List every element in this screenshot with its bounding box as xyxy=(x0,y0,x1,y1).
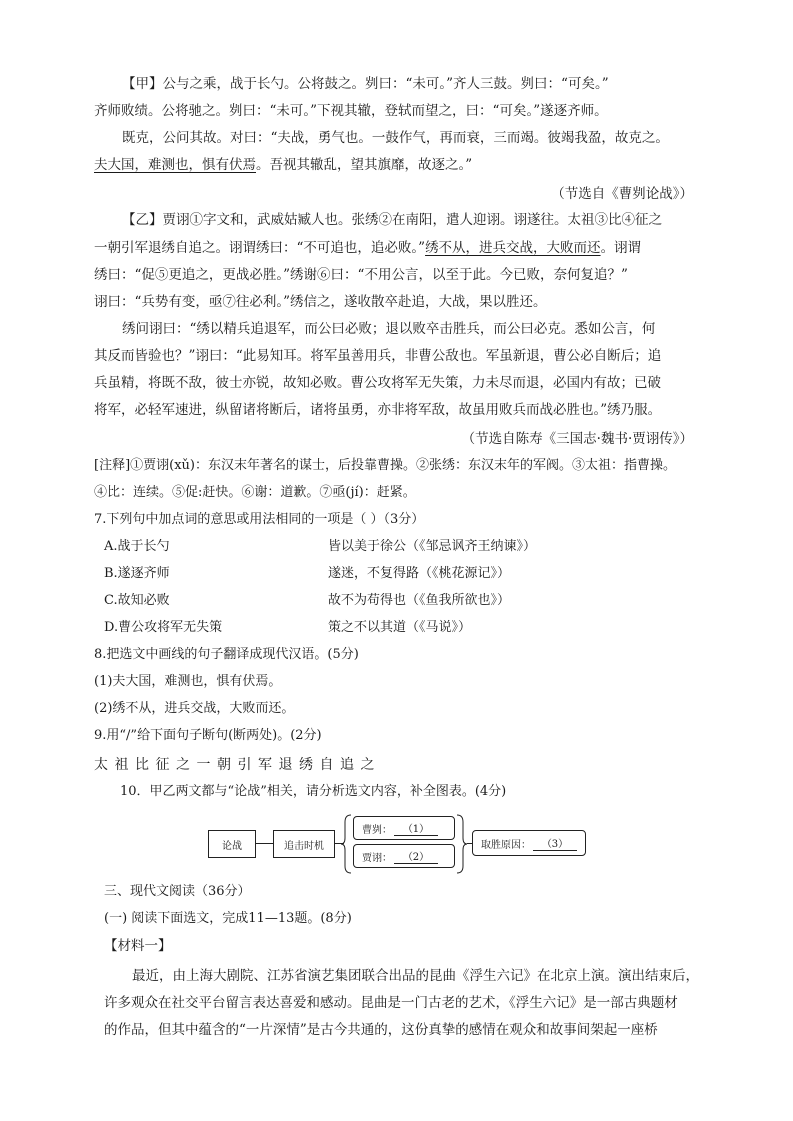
q8-sentence-1: (1)夫大国，难测也，惧有伏焉。 xyxy=(94,674,282,689)
section-3-subtitle: (一) 阅读下面选文，完成11—13题。(8分) xyxy=(104,911,352,926)
q9-sentence: 太祖比征之一朝引军退绣自追之 xyxy=(94,757,381,773)
q7-option-a-right: 皆以美于徐公（《邹忌讽齐王纳谏》） xyxy=(328,539,537,554)
q7-option-c-right: 故不为苟得也（《鱼我所欲也》） xyxy=(328,593,511,608)
diagram-result-box xyxy=(472,830,586,856)
jia-underlined-sentence: 夫大国，难测也，惧有伏焉 xyxy=(94,157,256,173)
q8-stem: 8.把选文中画线的句子翻译成现代汉语。(5分) xyxy=(94,647,359,662)
blank-1[interactable]: （1） xyxy=(394,820,438,836)
section-3-title: 三、现代文阅读（36分） xyxy=(104,884,251,899)
jia-line-4 xyxy=(94,155,472,175)
left-brace-icon xyxy=(340,814,352,874)
yi-underlined-sentence: 绣不从，进兵交战，大败而还 xyxy=(425,240,601,256)
jia-xu-label: 贾诩： xyxy=(362,852,392,864)
yi-line-5: 绣问诩曰：“绣以精兵追退军，而公曰必败；退以败卒击胜兵，而公曰必克。悉如公言，何 xyxy=(122,321,656,337)
diagram-cao-gui-box xyxy=(353,816,455,840)
q7-stem: 7.下列句中加点词的意思或用法相同的一项是（ ）（3分） xyxy=(94,512,425,527)
result-label: 取胜原因： xyxy=(481,839,531,851)
yi-line-3: 绣曰：“促⑤更追之，更战必胜。”绣谢⑥曰：“不用公言，以至于此。今已败，奈何复追？” xyxy=(94,267,628,283)
q7-option-c-left: C.故知必败 xyxy=(104,593,170,608)
jia-line-4-rest: 。吾视其辙乱，望其旗靡，故逐之。” xyxy=(256,157,473,173)
q10-stem: 10．甲乙两文都与“论战”相关，请分析选文内容，补全图表。(4分) xyxy=(120,784,507,799)
cao-gui-label: 曹刿： xyxy=(362,824,392,836)
yi-line-2-b: 。诩谓 xyxy=(600,240,642,256)
q7-option-d-right: 策之不以其道（《马说》） xyxy=(328,620,472,635)
diagram-jia-xu-box xyxy=(353,844,455,868)
jia-source: （节选自《曹刿论战》） xyxy=(551,186,693,202)
notes-line-2: ④比：连续。⑤促:赶快。⑥谢：道歉。⑦亟(jí)：赶紧。 xyxy=(94,485,416,500)
q8-sentence-2: (2)绣不从，进兵交战，大败而还。 xyxy=(94,701,295,716)
blank-2[interactable]: （2） xyxy=(394,848,438,864)
jia-line-3: 既克，公问其故。对曰：“夫战，勇气也。一鼓作气，再而衰，三而竭。彼竭我盈，故克之。 xyxy=(122,130,669,146)
yi-source: （节选自陈寿《三国志·魏书·贾诩传》） xyxy=(461,431,693,447)
q7-option-a-left: A.战于长勺 xyxy=(104,539,170,554)
yi-line-8: 将军，必轻军速进，纵留诸将断后，诸将虽勇，亦非将军敌，故虽用败兵而战必胜也。”绣乃服。 xyxy=(94,402,662,418)
yi-line-7: 兵虽精，将既不敌，彼士亦锐，故知必败。曹公攻将军无失策，力未尽而退，必国内有故；已破 xyxy=(94,375,661,391)
material-para-line-3: 的作品，但其中蕴含的“一片深情”是古今共通的，这份真挚的感情在观众和故事间架起一座桥 xyxy=(104,1022,658,1038)
q7-option-b-left: B.遂逐齐师 xyxy=(104,566,170,581)
notes-line-1: [注释]①贾诩(xǔ)：东汉末年著名的谋士，后投靠曹操。②张绣：东汉末年的军阀。③太祖：指曹操。 xyxy=(94,458,676,473)
q7-option-d-left: D.曹公攻将军无失策 xyxy=(104,620,223,635)
right-brace-icon xyxy=(456,814,468,874)
diagram-box-lunzhan: 论战 xyxy=(208,830,256,858)
q7-option-b-right: 遂迷，不复得路（《桃花源记》） xyxy=(328,566,511,581)
material-para-line-2: 许多观众在社交平台留言表达喜爱和感动。昆曲是一门古老的艺术，《浮生六记》是一部古典题材 xyxy=(104,995,678,1011)
material-one-heading: 【材料一】 xyxy=(104,938,172,954)
connector-line-1 xyxy=(255,843,273,844)
jia-line-2: 齐师败绩。公将驰之。刿曰：“未可。”下视其辙，登轼而望之，曰：“可矣。”遂逐齐师。 xyxy=(94,103,608,119)
jia-line-1: 【甲】公与之乘，战于长勺。公将鼓之。刿曰：“未可。”齐人三鼓。刿曰：“可矣。” xyxy=(122,76,609,92)
diagram-box-zhuiji-shiji: 追击时机 xyxy=(273,830,335,858)
yi-line-6: 其反而皆验也？”诩曰：“此易知耳。将军虽善用兵，非曹公敌也。军虽新退，曹公必自断后；追 xyxy=(94,348,662,364)
yi-line-2-a: 一朝引军退绣自追之。诩谓绣曰：“不可追也，追必败。” xyxy=(94,240,426,256)
material-para-line-1: 最近，由上海大剧院、江苏省演艺集团联合出品的昆曲《浮生六记》在北京上演。演出结束后， xyxy=(132,968,699,984)
yi-line-1: 【乙】贾诩①字文和，武威姑臧人也。张绣②在南阳，遣人迎诩。诩遂往。太祖③比④征之 xyxy=(122,212,662,228)
yi-line-2 xyxy=(94,238,641,258)
yi-line-4: 诩曰：“兵势有变，亟⑦往必利。”绣信之，遂收散卒赴追，大战，果以胜还。 xyxy=(94,294,547,310)
blank-3[interactable]: （3） xyxy=(533,835,577,851)
q9-stem: 9.用“/”给下面句子断句(断两处)。(2分) xyxy=(94,728,322,743)
